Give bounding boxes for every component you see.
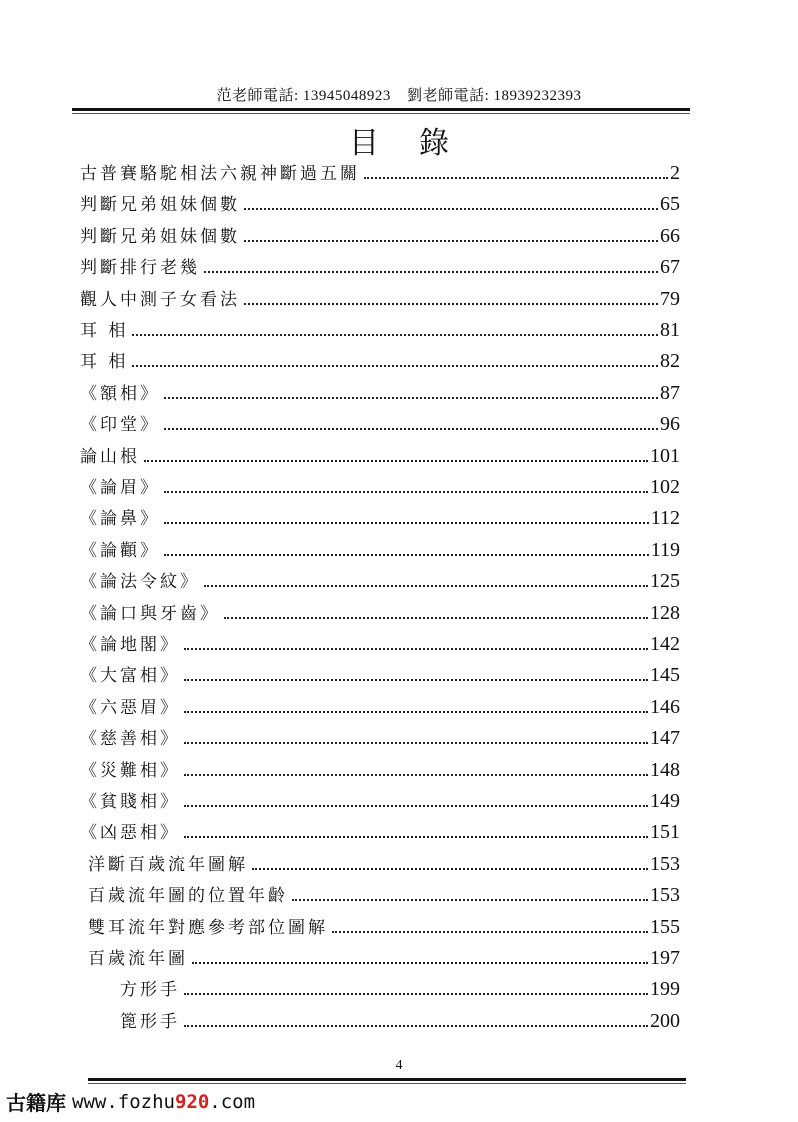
toc-entry — [80, 409, 680, 435]
watermark-url: www.fozhu920.com — [72, 1091, 256, 1113]
toc-entry-label: 洋斷百歲流年圖解 — [88, 855, 248, 875]
toc-entry-page: 148 — [650, 759, 680, 781]
footer-rule — [88, 1078, 686, 1081]
toc-entry-page: 87 — [660, 382, 680, 404]
toc-entry-label: 方形手 — [120, 980, 180, 1000]
toc-entry — [80, 817, 680, 843]
toc-entry-page: 149 — [650, 790, 680, 812]
toc-entry — [80, 284, 680, 310]
toc-entry-page: 65 — [660, 193, 680, 215]
toc-entry-label: 觀人中測子女看法 — [80, 290, 240, 310]
toc-leader-dots — [252, 868, 648, 870]
toc-entry-page: 128 — [650, 602, 680, 624]
toc-leader-dots — [244, 240, 658, 242]
toc-leader-dots — [184, 648, 648, 650]
toc-entry-page: 153 — [650, 884, 680, 906]
toc-leader-dots — [364, 177, 668, 179]
toc-leader-dots — [292, 899, 648, 901]
toc-entry — [80, 723, 680, 749]
toc-entry — [80, 472, 680, 498]
toc-entry-page: 79 — [660, 288, 680, 310]
toc-entry-page: 145 — [650, 664, 680, 686]
toc-leader-dots — [224, 617, 648, 619]
toc-entry — [80, 221, 680, 247]
toc-entry-label: 雙耳流年對應參考部位圖解 — [88, 918, 328, 938]
toc-entry-page: 125 — [650, 570, 680, 592]
toc-entry-label: 論山根 — [80, 447, 140, 467]
toc-entry — [80, 598, 680, 624]
watermark-site-name: 古籍库 — [6, 1090, 66, 1115]
toc-leader-dots — [132, 365, 658, 367]
toc-entry-page: 81 — [660, 319, 680, 341]
toc-entry-label: 《印堂》 — [80, 415, 160, 435]
toc-entry-page: 66 — [660, 225, 680, 247]
toc-leader-dots — [244, 303, 658, 305]
toc-leader-dots — [204, 271, 658, 273]
toc-leader-dots — [184, 742, 648, 744]
toc-entry — [80, 786, 680, 812]
toc-entry-page: 142 — [650, 633, 680, 655]
site-watermark — [6, 1086, 255, 1116]
toc-entry — [80, 378, 680, 404]
toc-entry — [80, 692, 680, 718]
toc-leader-dots — [244, 208, 658, 210]
toc-entry-page: 119 — [650, 539, 680, 561]
toc-leader-dots — [144, 460, 648, 462]
toc-entry-page: 151 — [650, 821, 680, 843]
toc-leader-dots — [184, 774, 648, 776]
toc-leader-dots — [164, 428, 658, 430]
toc-entry-label: 《大富相》 — [80, 666, 180, 686]
toc-leader-dots — [184, 711, 648, 713]
toc-entry — [88, 849, 680, 875]
toc-leader-dots — [204, 585, 648, 587]
toc-entry-label: 《凶惡相》 — [80, 823, 180, 843]
toc-entry-label: 《貧賤相》 — [80, 792, 180, 812]
toc-entry — [88, 943, 680, 969]
toc-leader-dots — [132, 334, 658, 336]
toc-entry — [80, 503, 680, 529]
toc-entry-page: 199 — [650, 978, 680, 1000]
toc-entry-page: 200 — [650, 1010, 680, 1032]
toc-entry-label: 百歲流年圖的位置年齡 — [88, 886, 288, 906]
toc-entry — [88, 912, 680, 938]
toc-entry — [80, 315, 680, 341]
toc-entry — [80, 189, 680, 215]
toc-entry-page: 147 — [650, 727, 680, 749]
contact-fan: 范老師電話: 13945048923 — [216, 88, 391, 104]
toc-entry-page: 153 — [650, 853, 680, 875]
toc-entry-page: 2 — [670, 162, 680, 184]
toc-leader-dots — [184, 836, 648, 838]
toc-entry — [80, 346, 680, 372]
toc-entry — [80, 660, 680, 686]
toc-entry-label: 篦形手 — [120, 1012, 180, 1032]
toc-entry-label: 耳 相 — [80, 321, 129, 341]
toc-entry-label: 百歲流年圖 — [88, 949, 188, 969]
toc-entry — [80, 535, 680, 561]
toc-entry-label: 《論顴》 — [80, 541, 160, 561]
toc-entry-label: 古普賽駱駝相法六親神斷過五關 — [80, 164, 360, 184]
toc-entry — [80, 252, 680, 278]
toc-entry-label: 《額相》 — [80, 384, 160, 404]
toc-entry-label: 《論口與牙齒》 — [80, 604, 220, 624]
toc-leader-dots — [184, 805, 648, 807]
toc-leader-dots — [164, 397, 658, 399]
toc-leader-dots — [332, 931, 648, 933]
footer-rule-thin — [88, 1083, 686, 1084]
toc-entry — [80, 629, 680, 655]
toc-leader-dots — [192, 962, 648, 964]
toc-entry — [80, 566, 680, 592]
toc-entry-label: 《論眉》 — [80, 478, 160, 498]
toc-entry-page: 155 — [650, 916, 680, 938]
toc-leader-dots — [164, 522, 649, 524]
toc-leader-dots — [184, 1025, 648, 1027]
toc-entry-label: 《論地閣》 — [80, 635, 180, 655]
toc-entry — [80, 158, 680, 184]
toc-entry — [120, 1006, 680, 1032]
page-title: 目錄 — [349, 126, 489, 161]
toc-entry-label: 耳 相 — [80, 352, 129, 372]
page-number: 4 — [395, 1058, 403, 1073]
toc-entry-label: 判斷兄弟姐妹個數 — [80, 227, 240, 247]
toc-entry-page: 67 — [660, 256, 680, 278]
toc-entry-label: 《論鼻》 — [80, 509, 160, 529]
toc-entry-label: 判斷兄弟姐妹個數 — [80, 195, 240, 215]
toc-entry-page: 112 — [650, 507, 680, 529]
toc-entry-page: 82 — [660, 350, 680, 372]
toc-entry-label: 《六惡眉》 — [80, 698, 180, 718]
toc-leader-dots — [184, 679, 648, 681]
toc-entry-label: 判斷排行老幾 — [80, 258, 200, 278]
toc-entry-page: 146 — [650, 696, 680, 718]
toc-entry-label: 《災難相》 — [80, 761, 180, 781]
toc-entry-page: 197 — [650, 947, 680, 969]
toc-entry-label: 《慈善相》 — [80, 729, 180, 749]
toc-entry-label: 《論法令紋》 — [80, 572, 200, 592]
toc-leader-dots — [164, 491, 648, 493]
toc-entry — [80, 755, 680, 781]
toc-entry — [88, 880, 680, 906]
toc-leader-dots — [164, 554, 649, 556]
toc-entry — [80, 441, 680, 467]
toc-entry — [120, 974, 680, 1000]
toc-leader-dots — [184, 993, 648, 995]
toc-entry-page: 102 — [650, 476, 680, 498]
toc-entry-page: 96 — [660, 413, 680, 435]
contact-liu: 劉老師電話: 18939232393 — [407, 88, 582, 104]
toc-entry-page: 101 — [650, 445, 680, 467]
